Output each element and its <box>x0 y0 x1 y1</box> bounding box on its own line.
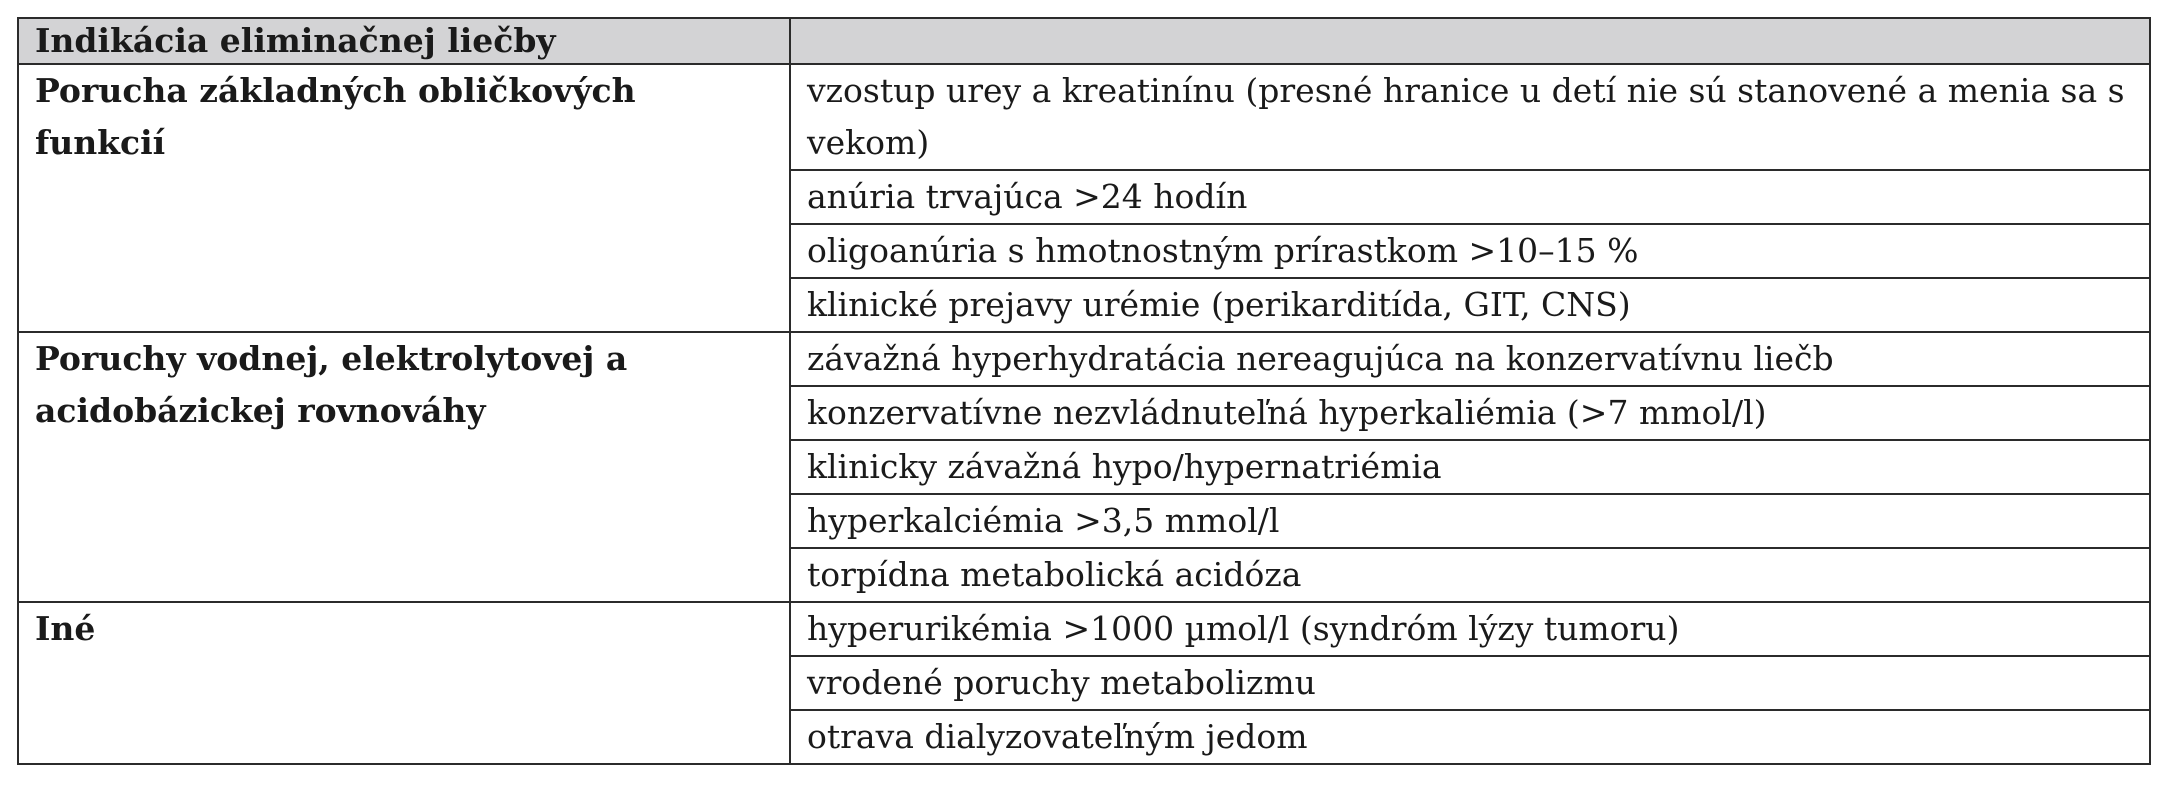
list-item: klinické prejavy urémie (perikarditída, GIT, CNS) <box>790 278 2150 332</box>
list-item: oligoanúria s hmotnostným prírastkom >10–15 % <box>790 224 2150 278</box>
header-indication: Indikácia eliminačnej liečby <box>18 18 790 64</box>
list-item: torpídna metabolická acidóza <box>790 548 2150 602</box>
list-item: konzervatívne nezvládnuteľná hyperkaliémia (>7 mmol/l) <box>790 386 2150 440</box>
table-row <box>18 332 2150 386</box>
list-item: vrodené poruchy metabolizmu <box>790 656 2150 710</box>
group-label-renal: Porucha základných obličkových funkcií <box>18 64 790 332</box>
table-header-row <box>18 18 2150 64</box>
header-empty <box>790 18 2150 64</box>
list-item: závažná hyperhydratácia nereagujúca na konzervatívnu liečb <box>790 332 2150 386</box>
list-item: anúria trvajúca >24 hodín <box>790 170 2150 224</box>
list-item: hyperurikémia >1000 µmol/l (syndróm lýzy tumoru) <box>790 602 2150 656</box>
list-item: vzostup urey a kreatinínu (presné hranice u detí nie sú stanovené a menia sa s vekom) <box>790 64 2150 170</box>
table-row <box>18 602 2150 656</box>
list-item: otrava dialyzovateľným jedom <box>790 710 2150 764</box>
list-item: klinicky závažná hypo/hypernatriémia <box>790 440 2150 494</box>
group-label-water-electrolyte: Poruchy vodnej, elektrolytovej a acidobázickej rovnováhy <box>18 332 790 602</box>
list-item: hyperkalciémia >3,5 mmol/l <box>790 494 2150 548</box>
group-label-other: Iné <box>18 602 790 764</box>
table-row <box>18 64 2150 170</box>
indications-table <box>17 17 2151 765</box>
